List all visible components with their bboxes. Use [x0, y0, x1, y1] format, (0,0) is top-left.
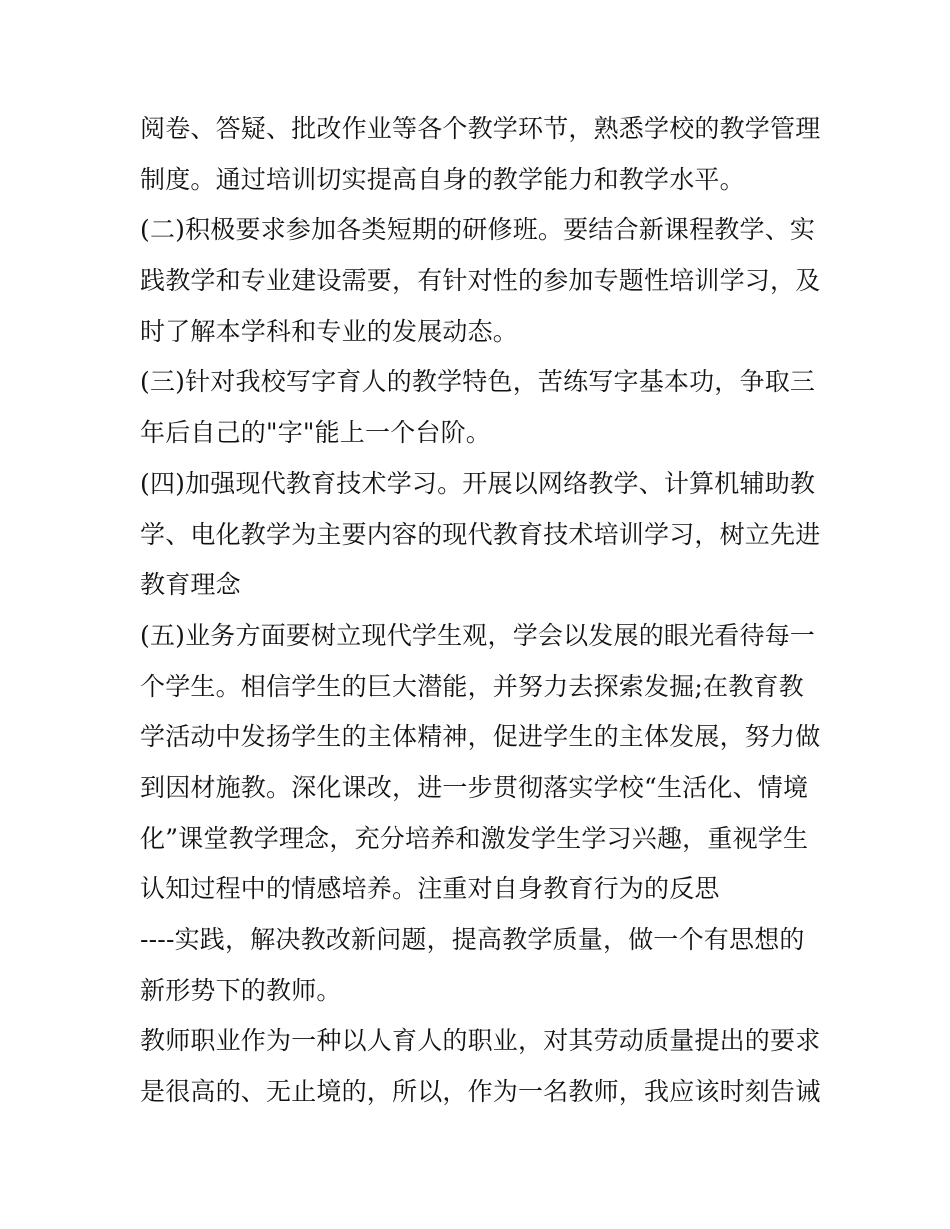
text-line: 学活动中发扬学生的主体精神，促进学生的主体发展，努力做 — [140, 722, 821, 752]
text-line: 制度。通过培训切实提高自身的教学能力和教学水平。 — [140, 164, 745, 194]
text-line: (五)业务方面要树立现代学生观，学会以发展的眼光看待每一 — [140, 620, 816, 650]
text-line: 教师职业作为一种以人育人的职业，对其劳动质量提出的要求 — [140, 1026, 821, 1056]
text-line: 认知过程中的情感培养。注重对自身教育行为的反思 — [140, 874, 720, 904]
text-line: (三)针对我校写字育人的教学特色，苦练写字基本功，争取三 — [140, 367, 816, 397]
text-line: 到因材施教。深化课改，进一步贯彻落实学校“生活化、情境 — [140, 772, 809, 802]
text-line: ----实践，解决教改新问题，提高教学质量，做一个有思想的 — [140, 925, 805, 954]
text-line: 学、电化教学为主要内容的现代教育技术培训学习，树立先进 — [140, 519, 821, 549]
text-line: 年后自己的"字"能上一个台阶。 — [140, 418, 491, 448]
text-line: 是很高的、无止境的，所以，作为一名教师，我应该时刻告诫 — [140, 1077, 821, 1107]
text-line: 阅卷、答疑、批改作业等各个教学环节，熟悉学校的教学管理 — [140, 114, 821, 143]
text-line: 教育理念 — [140, 570, 241, 600]
text-line: 化”课堂教学理念，充分培养和激发学生学习兴趣，重视学生 — [140, 823, 809, 853]
text-line: (四)加强现代教育技术学习。开展以网络教学、计算机辅助教 — [140, 468, 816, 498]
text-line: 个学生。相信学生的巨大潜能，并努力去探索发掘;在教育教 — [140, 671, 804, 701]
text-line: 新形势下的教师。 — [140, 975, 342, 1005]
text-line: 践教学和专业建设需要，有针对性的参加专题性培训学习，及 — [140, 266, 821, 296]
body-text — [140, 104, 820, 1118]
text-line: 时了解本学科和专业的发展动态。 — [140, 316, 519, 346]
text-line: (二)积极要求参加各类短期的研修班。要结合新课程教学、实 — [140, 215, 816, 245]
